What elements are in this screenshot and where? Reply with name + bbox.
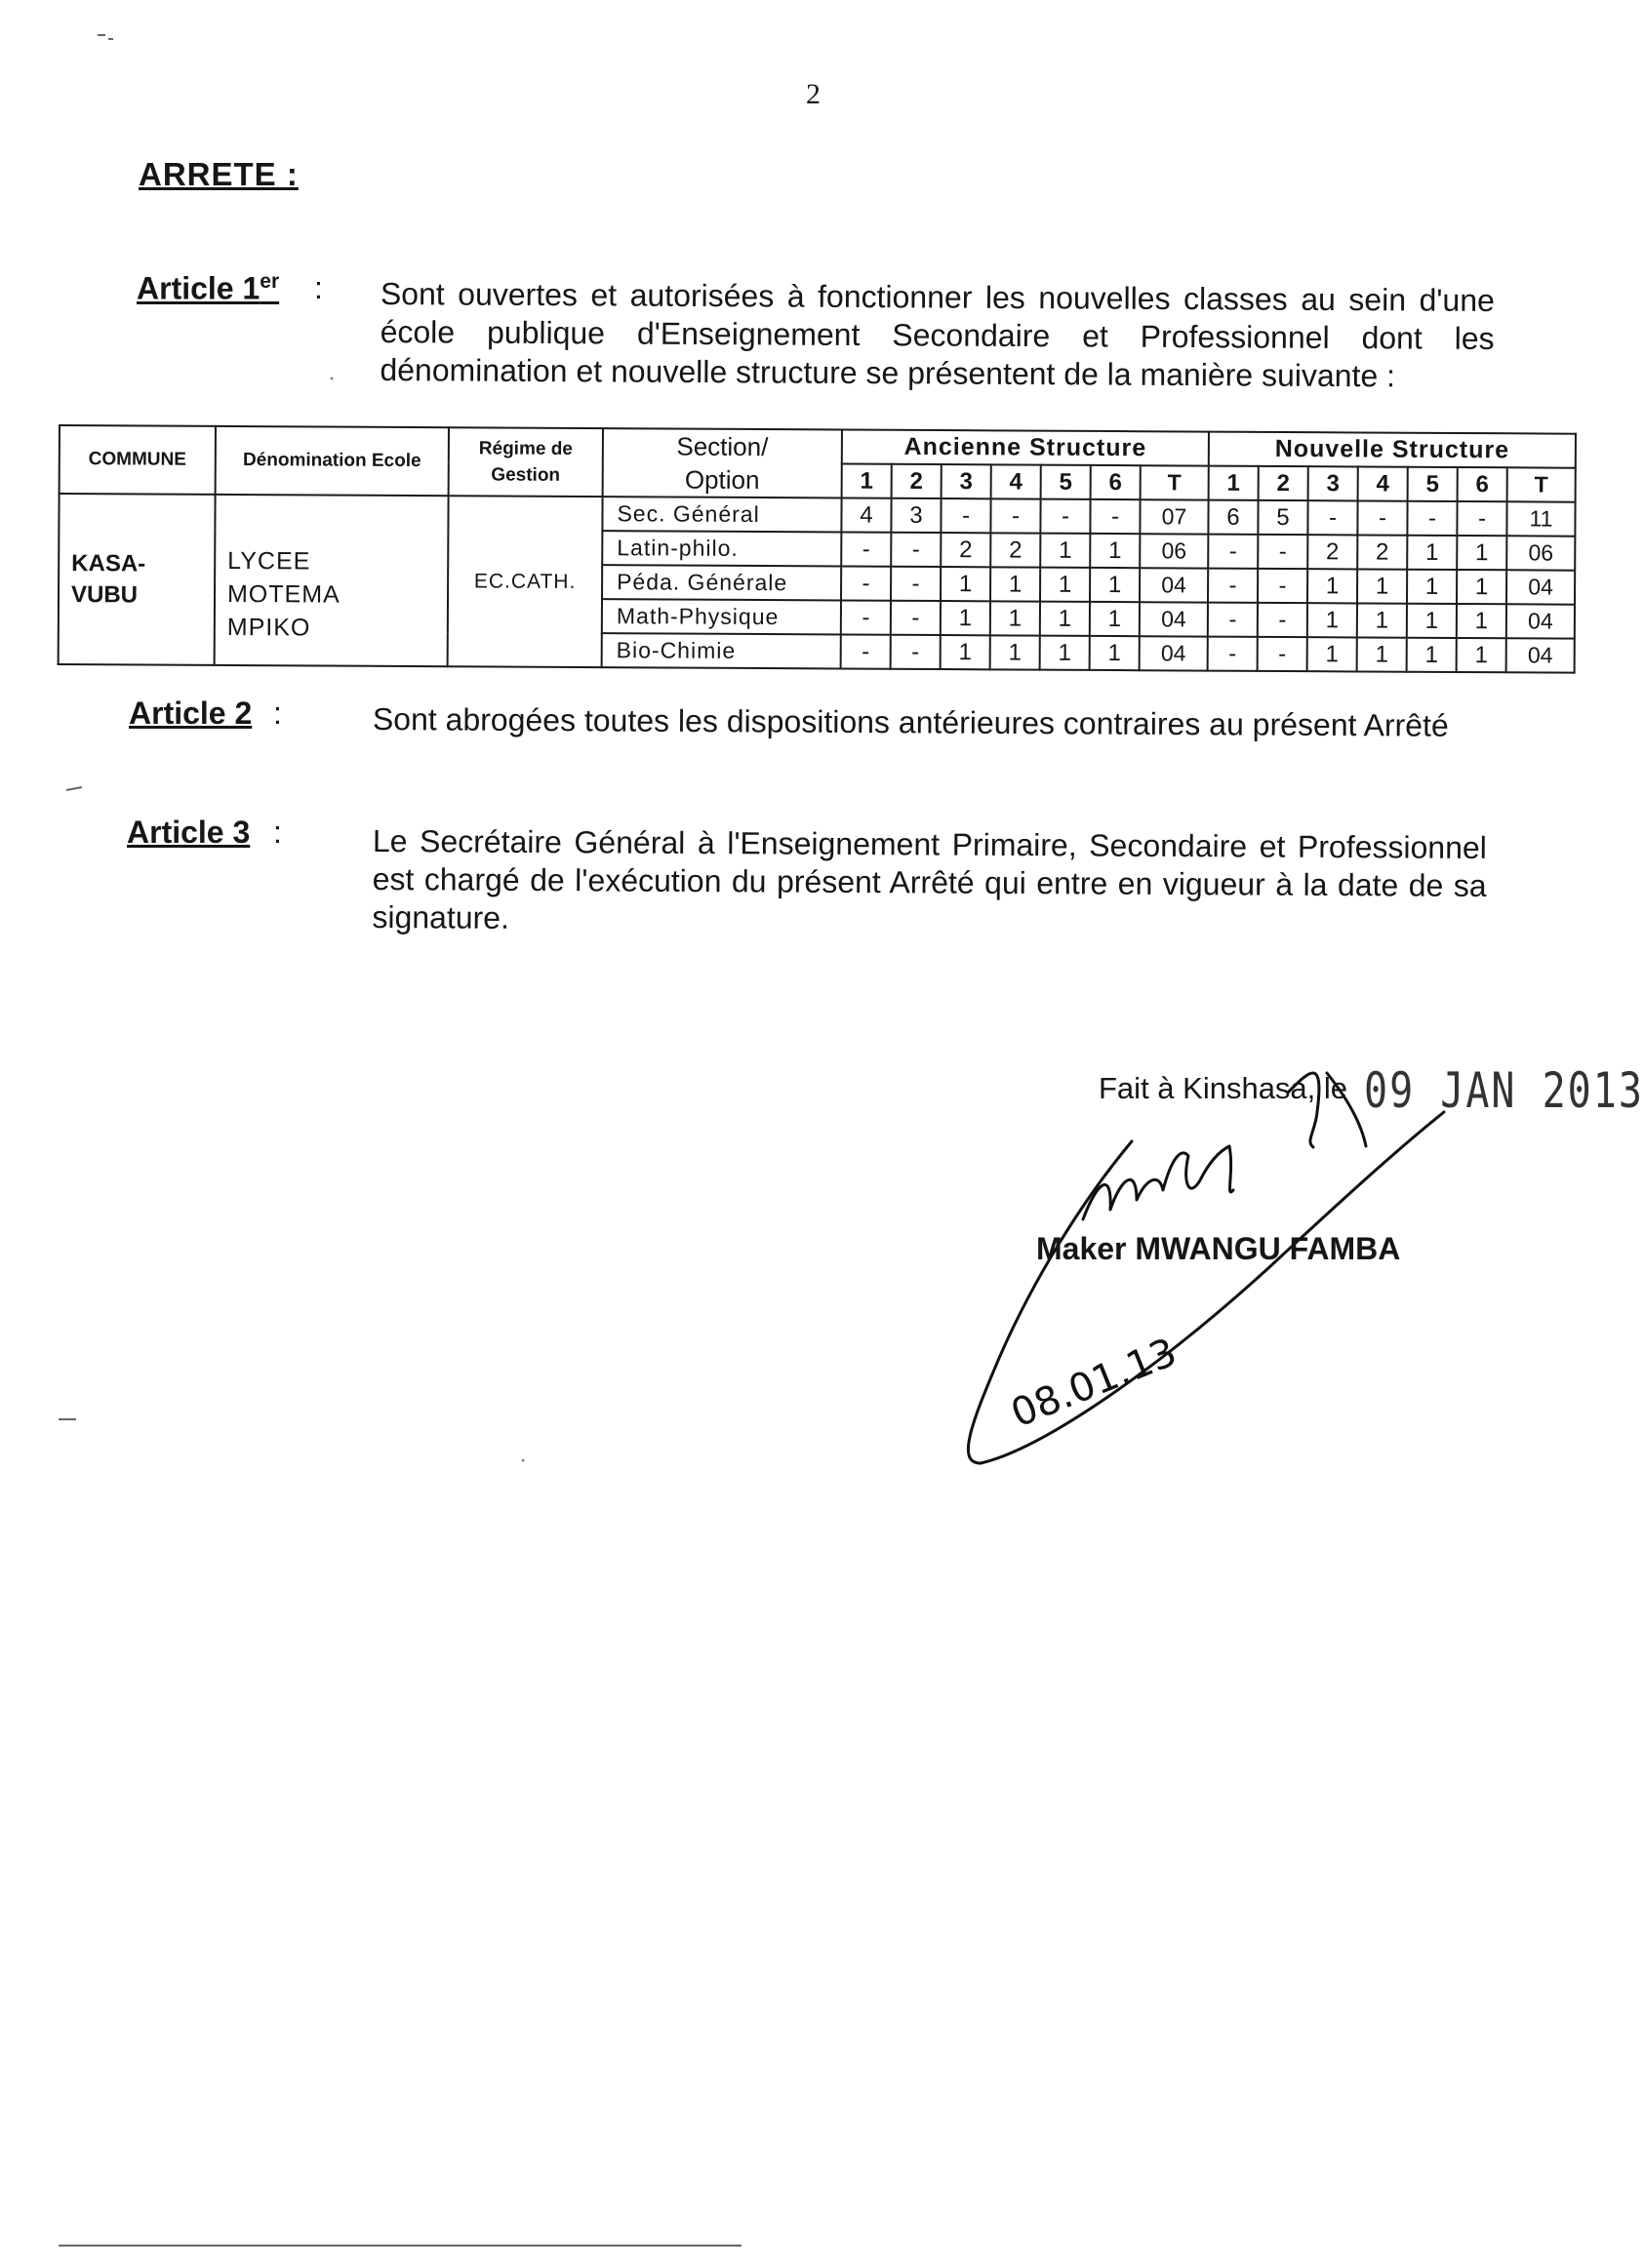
article-2-colon: : <box>273 696 282 731</box>
signatory-name: Maker MWANGU FAMBA <box>1036 1231 1401 1266</box>
article-2-text: Sont abrogées toutes les dispositions antérieures contraires au présent Arrêté <box>372 701 1449 743</box>
cell-nouvelle-level-2: 5 <box>1258 500 1307 535</box>
header-nouvelle-level-2: 2 <box>1259 466 1308 500</box>
cell-ancienne-level-4: - <box>990 498 1040 533</box>
cell-ancienne-level-3: 1 <box>941 567 990 601</box>
article-3-label: Article 3 <box>127 815 251 850</box>
cell-ancienne-level-5: - <box>1040 499 1090 534</box>
cell-nouvelle-level-2: - <box>1258 603 1307 637</box>
header-commune: COMMUNE <box>60 425 216 495</box>
cell-section: Bio-Chimie <box>602 633 841 668</box>
cell-ancienne-level-4: 1 <box>990 635 1040 669</box>
cell-ancienne-total: 04 <box>1140 602 1208 636</box>
ecole-line3: MPIKO <box>226 613 311 641</box>
cell-section: Math-Physique <box>602 599 841 634</box>
header-section-line1: Section/ <box>676 431 769 462</box>
cell-nouvelle-level-4: 1 <box>1357 603 1407 637</box>
cell-nouvelle-level-3: 1 <box>1307 569 1357 603</box>
ecole-line1: LYCEE <box>227 546 311 575</box>
cell-ancienne-level-5: 1 <box>1040 602 1090 636</box>
article-1-label-sup: er <box>260 270 280 293</box>
cell-nouvelle-level-5: - <box>1407 501 1457 536</box>
cell-nouvelle-level-5: 1 <box>1407 638 1457 672</box>
cell-ancienne-level-6: - <box>1090 499 1140 534</box>
cell-nouvelle-total: 04 <box>1506 604 1575 638</box>
cell-nouvelle-level-4: 1 <box>1357 569 1407 603</box>
header-regime-line1: Régime de <box>478 438 573 459</box>
cell-nouvelle-level-3: 1 <box>1307 603 1357 637</box>
cell-ancienne-level-1: - <box>841 634 891 668</box>
header-nouvelle-level-4: 4 <box>1358 466 1408 500</box>
cell-ancienne-total: 04 <box>1140 636 1208 670</box>
header-nouvelle-level-3: 3 <box>1308 466 1358 500</box>
header-regime-line2: Gestion <box>491 464 561 486</box>
cell-ancienne-level-6: 1 <box>1090 602 1140 636</box>
cell-ancienne-level-4: 1 <box>990 567 1040 601</box>
cell-ancienne-total: 04 <box>1140 568 1208 602</box>
cell-nouvelle-level-4: 2 <box>1357 535 1407 569</box>
cell-ancienne-level-6: 1 <box>1090 636 1140 670</box>
cell-ancienne-level-2: - <box>891 533 941 567</box>
cell-nouvelle-level-6: 1 <box>1457 570 1506 604</box>
place-date-label: Fait à Kinshasa, le <box>1099 1071 1348 1105</box>
cell-ancienne-level-5: 1 <box>1040 636 1090 670</box>
article-2-label: Article 2 <box>129 696 253 731</box>
header-ancienne-structure: Ancienne Structure <box>842 429 1209 465</box>
header-ancienne-level-4: 4 <box>991 464 1041 498</box>
header-nouvelle-level-5: 5 <box>1408 467 1458 501</box>
article-3-text: Le Secrétaire Général à l'Enseignement Primaire, Secondaire et Professionnel est chargé de l'exécution du présent Arrêté qui entre en vigueur à la date de sa signature. <box>372 823 1487 935</box>
cell-ancienne-level-3: - <box>941 498 990 533</box>
cell-ancienne-total: 07 <box>1140 499 1208 534</box>
cell-ancienne-level-3: 1 <box>941 635 990 669</box>
cell-nouvelle-level-2: - <box>1258 637 1307 671</box>
ecole-line2: MOTEMA <box>226 579 341 609</box>
header-nouvelle-level-1: 1 <box>1209 466 1259 500</box>
handwritten-date: 08.01.13 <box>1005 1330 1183 1437</box>
header-ancienne-level-5: 5 <box>1041 465 1091 499</box>
cell-nouvelle-level-6: - <box>1457 501 1506 536</box>
cell-nouvelle-level-6: 1 <box>1457 604 1506 638</box>
cell-ancienne-level-5: 1 <box>1040 568 1090 602</box>
date-stamp: 09 JAN 2013 <box>1364 1063 1644 1120</box>
cell-nouvelle-level-1: - <box>1208 603 1258 637</box>
speck-3 <box>66 787 82 790</box>
cell-nouvelle-level-2: - <box>1258 535 1307 569</box>
article-1-colon: : <box>314 270 323 305</box>
speck-7 <box>522 1459 525 1462</box>
cell-ancienne-level-2: - <box>891 567 941 601</box>
cell-ancienne-level-1: - <box>841 566 891 600</box>
header-nouvelle-structure: Nouvelle Structure <box>1209 432 1576 468</box>
cell-regime: EC.CATH. <box>448 496 603 667</box>
article-1-text: Sont ouvertes et autorisées à fonctionner les nouvelles classes au sein d'une école publique d'Enseignement Secondaire et Professionnel dont les dénomination et nouvelle structure se présentent de la manière suivante : <box>380 275 1495 394</box>
cell-nouvelle-level-3: 1 <box>1307 637 1357 671</box>
cell-ancienne-level-2: - <box>891 635 941 669</box>
cell-nouvelle-total: 04 <box>1506 570 1575 604</box>
cell-nouvelle-level-1: - <box>1208 569 1258 603</box>
cell-ancienne-level-6: 1 <box>1090 534 1140 568</box>
speck-6 <box>331 378 334 380</box>
header-ancienne-level-3: 3 <box>942 464 991 498</box>
cell-ancienne-level-6: 1 <box>1090 568 1140 602</box>
cell-nouvelle-level-1: 6 <box>1208 500 1258 535</box>
cell-nouvelle-level-5: 1 <box>1407 536 1457 570</box>
cell-section: Sec. Général <box>602 497 841 532</box>
cell-ancienne-total: 06 <box>1140 534 1208 568</box>
cell-ancienne-level-2: 3 <box>891 498 941 533</box>
header-ancienne-level-1: 1 <box>842 463 892 497</box>
cell-nouvelle-level-4: - <box>1357 500 1407 535</box>
cell-nouvelle-level-2: - <box>1258 569 1307 603</box>
cell-nouvelle-level-1: - <box>1208 637 1258 671</box>
cell-nouvelle-level-3: - <box>1307 500 1357 535</box>
cell-ancienne-level-4: 2 <box>990 533 1040 567</box>
header-nouvelle-level-7: T <box>1507 467 1576 501</box>
cell-ancienne-level-5: 1 <box>1040 534 1090 568</box>
cell-ancienne-level-4: 1 <box>990 601 1040 635</box>
article-3-colon: : <box>273 815 282 850</box>
article-1-label-text: Article 1 <box>137 270 261 306</box>
header-ancienne-level-7: T <box>1141 465 1209 499</box>
commune-line1: KASA- <box>71 549 146 577</box>
cell-ancienne-level-3: 1 <box>941 601 990 635</box>
cell-nouvelle-total: 11 <box>1506 501 1575 536</box>
cell-nouvelle-total: 04 <box>1506 638 1575 672</box>
cell-nouvelle-level-5: 1 <box>1407 604 1457 638</box>
header-ancienne-level-6: 6 <box>1091 465 1141 499</box>
cell-nouvelle-level-1: - <box>1208 535 1258 569</box>
commune-line2: VUBU <box>70 580 139 608</box>
header-ancienne-level-2: 2 <box>892 464 942 498</box>
arrete-title: ARRETE : <box>139 156 299 192</box>
cell-nouvelle-level-3: 2 <box>1307 535 1357 569</box>
cell-section: Latin-philo. <box>602 531 841 566</box>
page-number: 2 <box>806 78 821 110</box>
cell-ancienne-level-2: - <box>891 601 941 635</box>
cell-nouvelle-level-6: 1 <box>1457 536 1506 570</box>
header-section-line2: Option <box>684 464 760 496</box>
cell-ancienne-level-1: 4 <box>841 497 891 532</box>
header-nouvelle-level-6: 6 <box>1458 467 1507 501</box>
cell-ancienne-level-1: - <box>841 532 891 566</box>
cell-nouvelle-level-4: 1 <box>1357 637 1407 671</box>
cell-ancienne-level-3: 2 <box>941 533 990 567</box>
cell-ancienne-level-1: - <box>841 600 891 634</box>
cell-nouvelle-level-6: 1 <box>1457 638 1506 672</box>
cell-nouvelle-level-5: 1 <box>1407 570 1457 604</box>
cell-section: Péda. Générale <box>602 565 841 600</box>
cell-nouvelle-total: 06 <box>1506 536 1575 570</box>
header-ecole: Dénomination Ecole <box>216 426 449 496</box>
